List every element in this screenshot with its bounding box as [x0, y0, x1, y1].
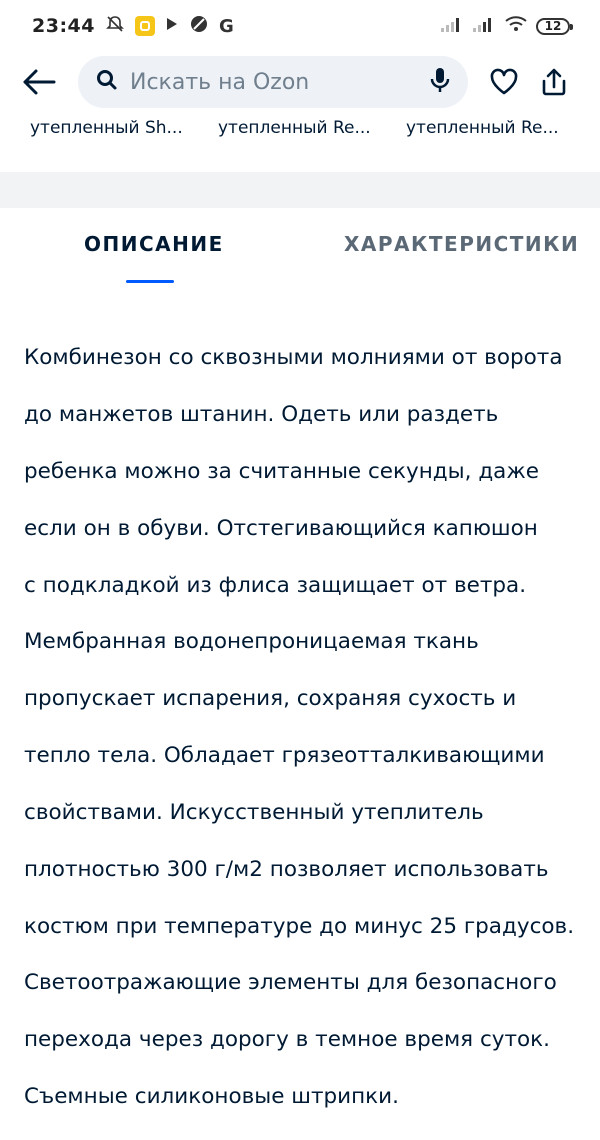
- product-title[interactable]: утепленный Re...: [406, 118, 559, 138]
- description-line: пропускает испарения, сохраняя сухость и: [24, 686, 517, 712]
- description-line: ребенка можно за считанные секунды, даже: [24, 459, 539, 485]
- battery-icon: 12: [536, 18, 570, 35]
- product-description: [24, 316, 584, 1140]
- wifi-icon: [504, 15, 528, 38]
- description-line: Съемные силиконовые штрипки.: [24, 1083, 399, 1109]
- top-app-bar: [0, 52, 600, 112]
- description-line: свойствами. Искусственный утеплитель: [24, 799, 484, 825]
- description-line: тепло тела. Обладает грязеотталкивающими: [24, 743, 545, 769]
- google-icon: G: [218, 15, 234, 37]
- description-line: с подкладкой из флиса защищает от ветра.: [24, 572, 527, 598]
- product-title[interactable]: утепленный Re...: [218, 118, 371, 138]
- tab-bar: [0, 208, 600, 288]
- ozon-app-icon: [135, 16, 155, 36]
- status-bar-right: [440, 15, 570, 38]
- description-line: перехода через дорогу в темное время суток.: [24, 1027, 550, 1053]
- product-carousel: [0, 118, 600, 150]
- status-time: 23:44: [32, 15, 95, 37]
- search-icon: [96, 69, 118, 95]
- share-icon[interactable]: [534, 62, 574, 102]
- search-bar[interactable]: [78, 56, 468, 108]
- description-line: Мембранная водонепроницаемая ткань: [24, 629, 479, 655]
- signal-icon: [472, 15, 496, 38]
- description-line: до манжетов штанин. Одеть или раздеть: [24, 402, 499, 428]
- back-arrow-icon[interactable]: [22, 60, 66, 104]
- mute-icon: [105, 14, 125, 39]
- section-divider: [0, 172, 600, 208]
- play-icon: [165, 16, 179, 37]
- status-bar-left: [32, 14, 234, 39]
- description-line: плотностью 300 г/м2 позволяет использовать: [24, 856, 549, 882]
- description-line: Комбинезон со сквозными молниями от ворота: [24, 345, 563, 371]
- heart-icon[interactable]: [484, 62, 524, 102]
- tab-description[interactable]: ОПИСАНИЕ: [84, 232, 224, 256]
- active-tab-indicator: [126, 280, 174, 283]
- signal-icon: [440, 15, 464, 38]
- no-data-icon: [189, 14, 209, 39]
- description-line: если он в обуви. Отстегивающийся капюшон: [24, 515, 538, 541]
- description-line: Светоотражающие элементы для безопасного: [24, 970, 557, 996]
- status-bar: [0, 0, 600, 52]
- product-title[interactable]: утепленный Sh...: [30, 118, 183, 138]
- search-input[interactable]: [128, 69, 420, 96]
- description-line: костюм при температуре до минус 25 градусов.: [24, 913, 575, 939]
- tab-characteristics[interactable]: ХАРАКТЕРИСТИКИ: [344, 232, 580, 256]
- microphone-icon[interactable]: [430, 66, 450, 98]
